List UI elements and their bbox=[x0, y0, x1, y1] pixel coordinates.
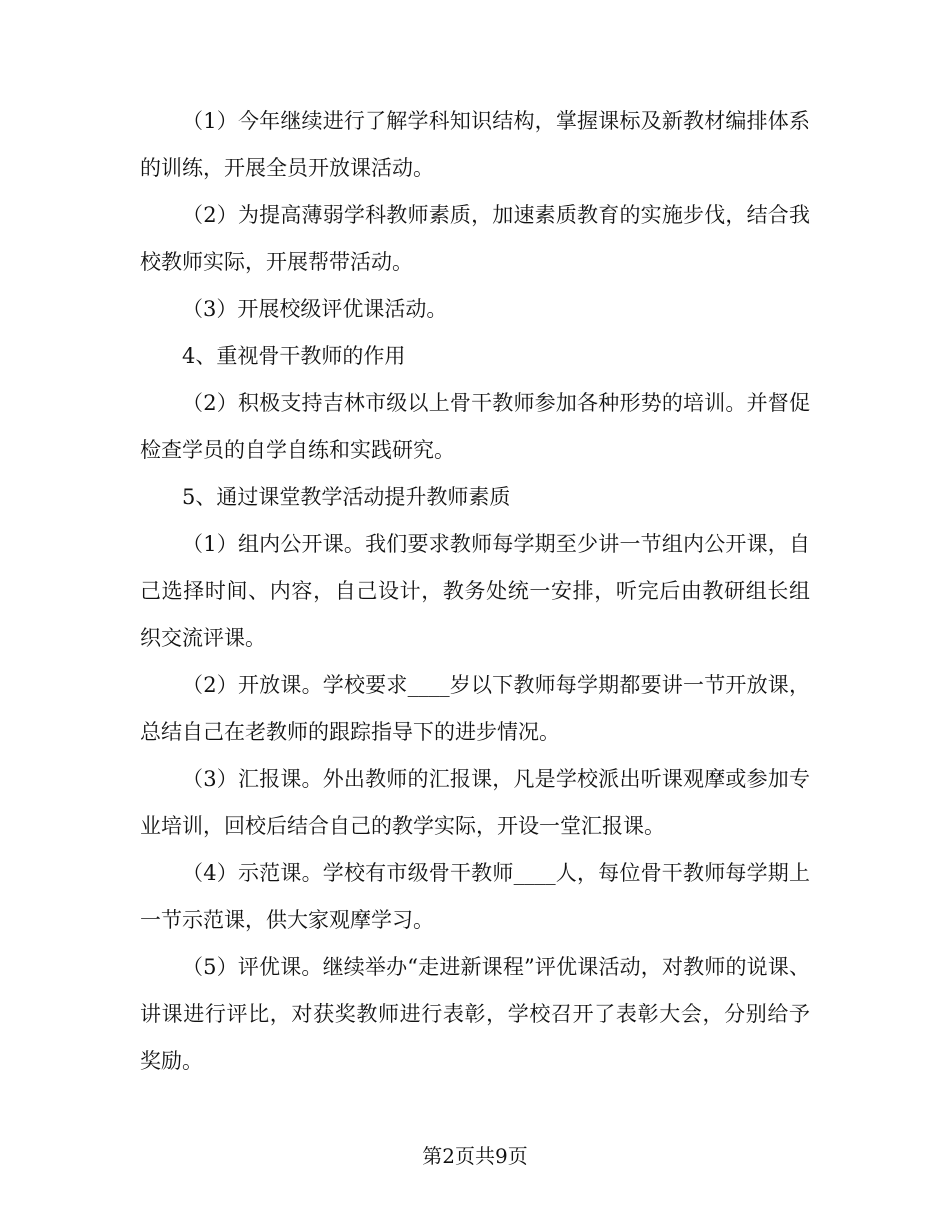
paragraph-report-class: （3）汇报课。外出教师的汇报课，凡是学校派出听课观摩或参加专业培训，回校后结合自己的教学实际，开设一堂汇报课。 bbox=[140, 767, 810, 838]
document-body bbox=[140, 98, 810, 1085]
paragraph-mentoring: （2）为提高薄弱学科教师素质，加速素质教育的实施步伐，结合我校教师实际，开展帮带活动。 bbox=[140, 203, 810, 274]
paragraph-demo-class: （4）示范课。学校有市级骨干教师____人，每位骨干教师每学期上一节示范课，供大家观摩学习。 bbox=[140, 861, 810, 932]
page-number: 第2页共9页 bbox=[422, 1144, 528, 1168]
section-heading-backbone-teachers: 4、重视骨干教师的作用 bbox=[182, 344, 406, 368]
section-heading-classroom-activities: 5、通过课堂教学活动提升教师素质 bbox=[182, 485, 511, 509]
paragraph-training: （1）今年继续进行了解学科知识结构，掌握课标及新教材编排体系的训练，开展全员开放课活动。 bbox=[140, 109, 810, 180]
paragraph-open-class: （2）开放课。学校要求____岁以下教师每学期都要讲一节开放课，总结自己在老教师的跟踪指导下的进步情况。 bbox=[140, 673, 810, 744]
paragraph-award-class: （5）评优课。继续举办“走进新课程”评优课活动，对教师的说课、讲课进行评比，对获奖教师进行表彰，学校召开了表彰大会，分别给予奖励。 bbox=[140, 955, 810, 1073]
paragraph-school-evaluation: （3）开展校级评优课活动。 bbox=[182, 297, 448, 321]
paragraph-backbone-training: （2）积极支持吉林市级以上骨干教师参加各种形势的培训。并督促检查学员的自学自练和实践研究。 bbox=[140, 391, 810, 462]
paragraph-group-open-class: （1）组内公开课。我们要求教师每学期至少讲一节组内公开课，自己选择时间、内容，自己设计，教务处统一安排，听完后由教研组长组织交流评课。 bbox=[140, 532, 810, 650]
